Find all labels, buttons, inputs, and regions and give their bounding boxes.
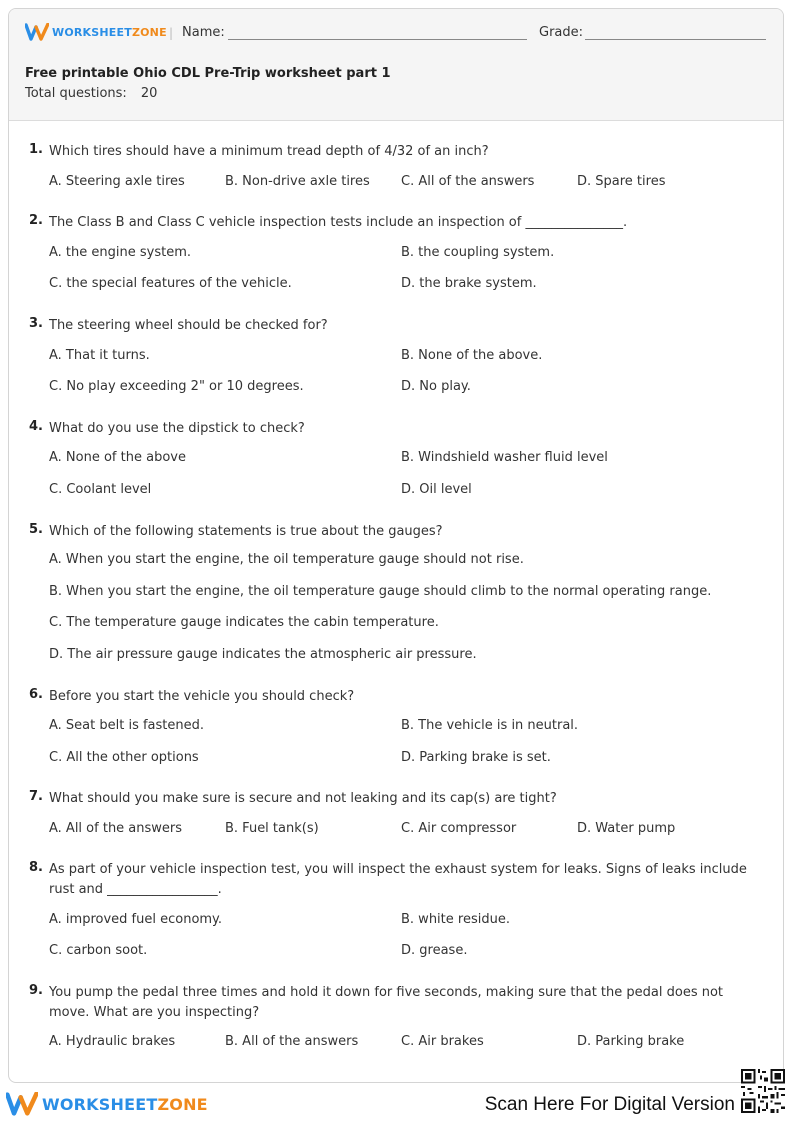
grade-field[interactable] [585, 39, 766, 40]
option-c[interactable]: C. Air compressor [401, 821, 517, 836]
worksheet-header [9, 9, 783, 121]
option-d[interactable]: D. Oil level [401, 482, 472, 497]
header-logo [25, 23, 167, 41]
option-a[interactable]: A. the engine system. [49, 245, 191, 260]
option-d[interactable]: D. Water pump [577, 821, 676, 836]
header-logo-text: WORKSHEETZONE [52, 25, 167, 39]
question-text: The Class B and Class C vehicle inspection tests include an inspection of _______________. [49, 215, 628, 230]
option-a[interactable]: A. All of the answers [49, 821, 183, 836]
option-a[interactable]: A. That it turns. [49, 348, 150, 363]
option-c[interactable]: C. Coolant level [49, 482, 152, 497]
qr-code-icon[interactable] [741, 1069, 785, 1113]
option-d[interactable]: D. Spare tires [577, 174, 666, 189]
question-number: 8. [29, 860, 43, 875]
option-c[interactable]: C. No play exceeding 2" or 10 degrees. [49, 379, 304, 394]
option-c[interactable]: C. Air brakes [401, 1034, 484, 1049]
total-label: Total questions: [25, 86, 127, 101]
option-b[interactable]: B. Fuel tank(s) [225, 821, 319, 836]
footer-logo-text: WORKSHEETZONE [42, 1094, 208, 1114]
option-b[interactable]: B. The vehicle is in neutral. [401, 718, 579, 733]
option-d[interactable]: D. Parking brake is set. [401, 750, 551, 765]
option-d[interactable]: D. grease. [401, 943, 468, 958]
question-number: 3. [29, 316, 43, 331]
scan-text: Scan Here For Digital Version [484, 1094, 735, 1115]
question-text: Which of the following statements is true about the gauges? [49, 524, 443, 539]
option-a[interactable]: A. None of the above [49, 450, 186, 465]
option-b[interactable]: B. When you start the engine, the oil temperature gauge should climb to the normal operating range. [49, 584, 712, 599]
option-b[interactable]: B. white residue. [401, 912, 510, 927]
worksheet-page [8, 8, 784, 1083]
question-number: 5. [29, 522, 43, 537]
option-c[interactable]: C. The temperature gauge indicates the cabin temperature. [49, 615, 439, 630]
question-text: What should you make sure is secure and not leaking and its cap(s) are tight? [49, 791, 557, 806]
name-label: Name: [182, 25, 225, 40]
option-a[interactable]: A. Hydraulic brakes [49, 1034, 176, 1049]
option-b[interactable]: B. the coupling system. [401, 245, 555, 260]
question-text: What do you use the dipstick to check? [49, 421, 305, 436]
footer-logo [6, 1092, 208, 1116]
total-questions [25, 86, 157, 101]
worksheet-title: Free printable Ohio CDL Pre-Trip worksheet part 1 [25, 66, 391, 81]
grade-label: Grade: [539, 25, 584, 40]
question-number: 1. [29, 142, 43, 157]
option-d[interactable]: D. the brake system. [401, 276, 537, 291]
option-c[interactable]: C. carbon soot. [49, 943, 148, 958]
option-a[interactable]: A. When you start the engine, the oil temperature gauge should not rise. [49, 552, 524, 567]
option-d[interactable]: D. Parking brake [577, 1034, 685, 1049]
header-separator: | [169, 26, 174, 40]
option-a[interactable]: A. improved fuel economy. [49, 912, 223, 927]
question-number: 4. [29, 419, 43, 434]
option-a[interactable]: A. Seat belt is fastened. [49, 718, 205, 733]
question-text: You pump the pedal three times and hold it down for five seconds, making sure that the pedal does not move. What are you inspecting? [49, 985, 724, 1020]
option-c[interactable]: C. All the other options [49, 750, 199, 765]
worksheetzone-logo-icon [6, 1092, 38, 1116]
option-c[interactable]: C. All of the answers [401, 174, 535, 189]
option-d[interactable]: D. The air pressure gauge indicates the atmospheric air pressure. [49, 647, 477, 662]
question-text: The steering wheel should be checked for? [49, 318, 328, 333]
question-number: 6. [29, 687, 43, 702]
option-b[interactable]: B. Non-drive axle tires [225, 174, 370, 189]
option-b[interactable]: B. All of the answers [225, 1034, 359, 1049]
question-number: 2. [29, 213, 43, 228]
question-text: Before you start the vehicle you should check? [49, 689, 355, 704]
question-number: 7. [29, 789, 43, 804]
option-b[interactable]: B. Windshield washer fluid level [401, 450, 608, 465]
total-value: 20 [140, 86, 158, 101]
question-text: Which tires should have a minimum tread depth of 4/32 of an inch? [49, 144, 489, 159]
worksheetzone-logo-icon [25, 23, 49, 41]
name-field[interactable] [228, 39, 527, 40]
option-d[interactable]: D. No play. [401, 379, 471, 394]
option-a[interactable]: A. Steering axle tires [49, 174, 185, 189]
question-number: 9. [29, 983, 43, 998]
option-b[interactable]: B. None of the above. [401, 348, 543, 363]
question-text: As part of your vehicle inspection test, you will inspect the exhaust system for leaks. Signs of leaks include rust and _________________. [49, 862, 747, 897]
option-c[interactable]: C. the special features of the vehicle. [49, 276, 292, 291]
page-footer [0, 1083, 793, 1122]
